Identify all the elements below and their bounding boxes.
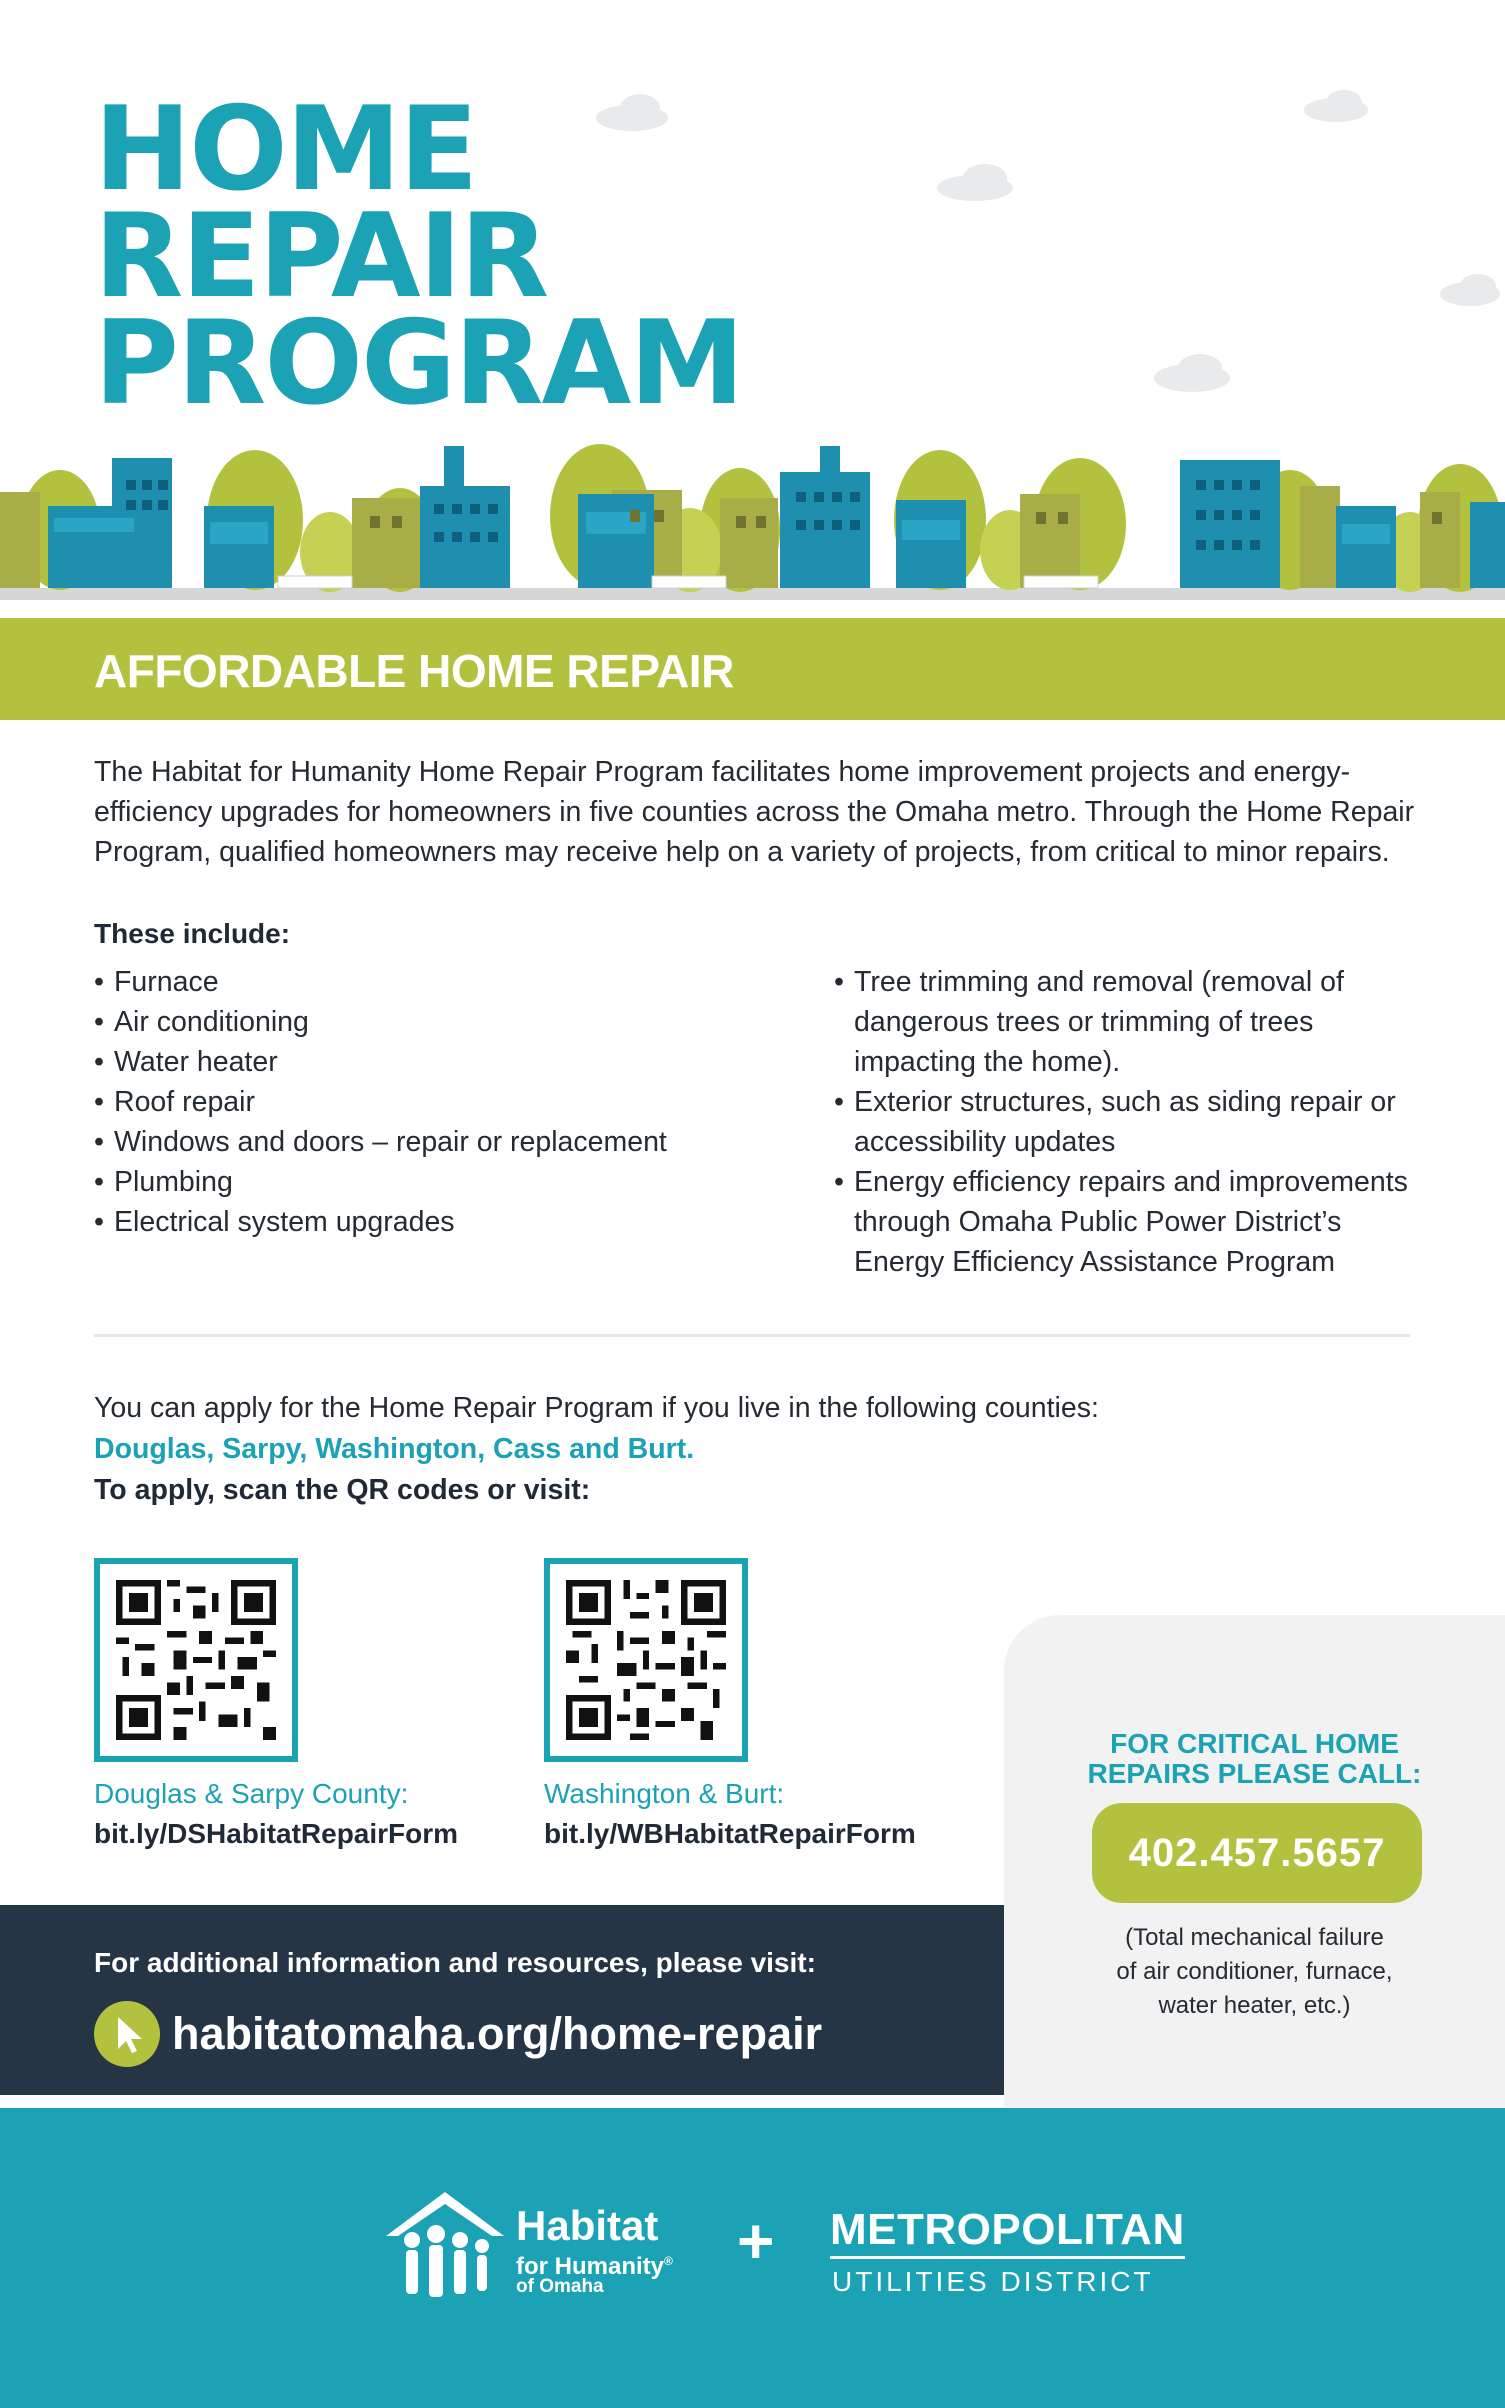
critical-note-line: water heater, etc.) — [1158, 1992, 1351, 2019]
habitat-affiliate: of Omaha — [516, 2276, 604, 2297]
registered-mark: ® — [664, 2254, 673, 2268]
section-heading: AFFORDABLE HOME REPAIR — [94, 645, 734, 697]
list-item: • Air conditioning — [94, 1002, 814, 1042]
more-info-bar — [0, 1905, 1004, 2095]
city-skyline-illustration — [0, 420, 1505, 620]
list-item: • Water heater — [94, 1042, 814, 1082]
habitat-subtitle-text: for Humanity — [516, 2253, 665, 2280]
counties-intro: You can apply for the Home Repair Program if you live in the following counties: — [94, 1392, 1099, 1424]
apply-instruction: To apply, scan the QR codes or visit: — [94, 1474, 591, 1506]
critical-note-line: of air conditioner, furnace, — [1116, 1958, 1393, 1985]
list-item: • Roof repair — [94, 1082, 814, 1122]
divider — [94, 1334, 1410, 1337]
qr-code-washington-burt[interactable] — [544, 1558, 748, 1762]
list-item: • Plumbing — [94, 1162, 814, 1202]
includes-heading: These include: — [94, 918, 291, 949]
critical-heading-line: REPAIRS PLEASE CALL: — [1087, 1758, 1422, 1789]
title-line-3: PROGRAM — [94, 296, 743, 431]
habitat-house-logo-icon — [380, 2186, 510, 2302]
qr-code-douglas-sarpy[interactable] — [94, 1558, 298, 1762]
more-info-label: For additional information and resources, please visit: — [94, 1947, 816, 1978]
mud-logo-subtitle: UTILITIES DISTRICT — [832, 2266, 1154, 2297]
list-item: • Energy efficiency repairs and improvements through Omaha Public Power District’s Energy Efficiency Assistance Program — [834, 1162, 1434, 1282]
critical-note-line: (Total mechanical failure — [1125, 1924, 1384, 1951]
plus-sign: + — [737, 2205, 775, 2277]
footer-logos — [0, 2108, 1505, 2408]
repair-list-left — [94, 962, 814, 1242]
intro-paragraph — [94, 752, 1424, 872]
intro-line: efficiency upgrades for homeowners in five counties across the Omaha metro. Through the Home Repair — [94, 796, 1415, 828]
intro-line: Program, qualified homeowners may receive help on a variety of projects, from critical to minor repairs. — [94, 836, 1390, 868]
qr-label-washington-burt: Washington & Burt: — [544, 1778, 785, 1809]
list-item: • Furnace — [94, 962, 814, 1002]
counties-list: Douglas, Sarpy, Washington, Cass and Burt. — [94, 1433, 695, 1465]
link-wb-repair-form[interactable]: bit.ly/WBHabitatRepairForm — [544, 1818, 916, 1849]
list-item: • Exterior structures, such as siding repair or accessibility updates — [834, 1082, 1434, 1162]
sky-clouds — [0, 80, 1505, 431]
list-item: • Windows and doors – repair or replacement — [94, 1122, 814, 1162]
critical-heading-line: FOR CRITICAL HOME — [1110, 1728, 1399, 1759]
qr-label-douglas-sarpy: Douglas & Sarpy County: — [94, 1778, 409, 1809]
habitat-name: Habitat — [516, 2202, 659, 2249]
phone-number-button[interactable]: 402.457.5657 — [1092, 1803, 1422, 1903]
title-line-2: REPAIR — [94, 189, 548, 324]
website-link[interactable]: habitatomaha.org/home-repair — [172, 2008, 823, 2059]
critical-note — [1004, 1921, 1505, 2023]
link-ds-repair-form[interactable]: bit.ly/DSHabitatRepairForm — [94, 1818, 459, 1849]
cursor-click-icon — [94, 2001, 160, 2067]
list-item: • Electrical system upgrades — [94, 1202, 814, 1242]
qr-code-icon — [566, 1580, 726, 1740]
list-item: • Tree trimming and removal (removal of dangerous trees or trimming of trees impacting the home). — [834, 962, 1434, 1082]
qr-code-icon — [116, 1580, 276, 1740]
repair-list-right — [834, 962, 1434, 1282]
critical-repairs-panel — [1004, 1615, 1505, 2107]
section-band — [0, 618, 1505, 720]
title-line-1: HOME — [94, 82, 477, 217]
critical-heading — [1004, 1729, 1505, 1789]
mud-logo-name: METROPOLITAN — [830, 2206, 1185, 2259]
intro-line: The Habitat for Humanity Home Repair Program facilitates home improvement projects and energy- — [94, 756, 1351, 788]
